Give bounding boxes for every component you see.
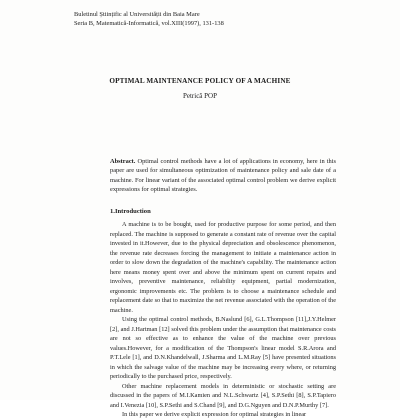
paper-title: OPTIMAL MAINTENANCE POLICY OF A MACHINE — [109, 77, 291, 85]
abstract-text: Optimal control methods have a lot of applications in economy, here in this paper are used for simultaneous optimization of maintenance policy and sale date of a machine. For linear variant of the associated optimal control problem we derive explicit expressions for optimal strategies. — [110, 158, 336, 194]
introduction-body — [110, 220, 336, 420]
paper-author: Petrică POP — [182, 92, 218, 100]
abstract-label: Abstract. — [110, 158, 136, 165]
journal-name: Buletinul Științific al Universității din Baia Mare — [74, 11, 200, 18]
section-heading-introduction: 1.Introduction — [110, 208, 151, 215]
journal-header — [74, 10, 374, 28]
introduction-paragraph: Using the optimal control methods, B.Naslund [6], G.L.Thompson [11],J.Y.Helmer [2], and J.Hartman [12] solved this problem under the assumption that maintenance costs are not so effective as to enhance the value of the machine over previous values.However, for a modification of the Thompson's linear model S.R.Arora and P.T.Lele [1], and D.N.Khandelwall, J.Sharma and L.M.Ray [5] have presented situations in which the salvage value of the machine may be increasing every where, or returning periodically to the purchased price, respectively. — [110, 316, 336, 380]
introduction-paragraph: In this paper we derive explicit expression for optimal strategies in linear — [122, 411, 307, 418]
journal-series: Seria B, Matematică-Informatică, vol.XIII(1997), 131-138 — [74, 20, 224, 27]
introduction-paragraph: Other machine replacement models in deterministic or stochastic setting are discussed in the papers of M.I.Kamien and N.L.Schwartz [4], S.P.Sethi [8], S.P.Tapiero and I.Venezia [10], S.P.Sethi and S.Chand [9], and D.G.Nguyen and D.N.P.Murthy [7]. — [110, 382, 336, 409]
abstract — [110, 157, 336, 195]
introduction-paragraph: A machine is to be bought, used for productive purpose for some period, and then replaced. The machine is supposed to generate a constant rate of revenue over the capital invested in it.However, due to the physical depreciation and obsolescence phenomenon, the revenue rate decreases forcing the management to initiate a maintenance action in order to slow down the degradation of the machine's capability. The maintenance action here means money spent over and above the minimum spent on current repairs and involves, preventive maintenance, reliability equipment, partial modernization, ergonomic improvements etc. The problem is to choose a maintenance schedule and replacement date so that to maximize the net revenue associated with the operation of the machine. — [110, 221, 336, 314]
